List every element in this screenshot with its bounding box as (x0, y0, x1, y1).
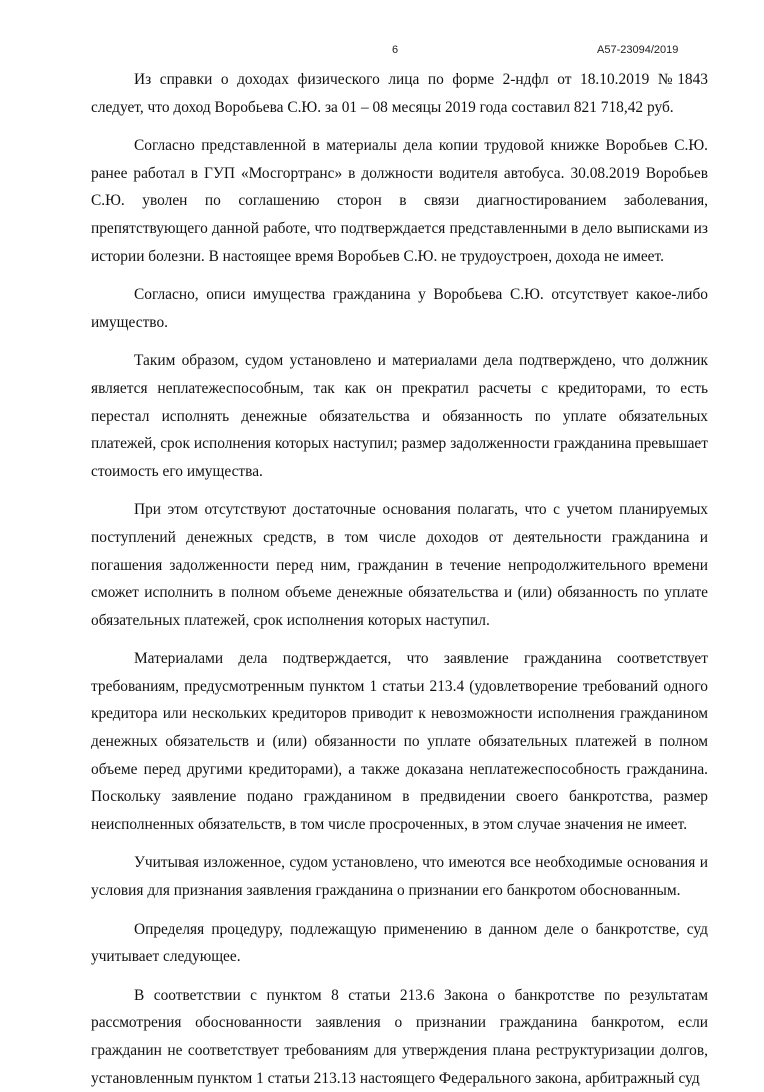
paragraph-income-certificate: Из справки о доходах физического лица по форме 2-ндфл от 18.10.2019 №1843 следует, что доход Воробьева С.Ю. за 01 – 08 месяцы 2019 года составил 821 718,42 руб. (91, 71, 708, 116)
paragraph-conclusion: Учитывая изложенное, судом установлено, что имеются все необходимые основания и условия для признания заявления гражданина о признании его банкротом обоснованным. (91, 854, 708, 900)
paragraph-law-reference: В соответствии с пунктом 8 статьи 213.6 Закона о банкротстве по результатам рассмотрения обоснованности заявления о признании гражданина банкротом, если гражданин не соответствует требованиям для утверждения плана реструктуризации долгов, установленным пунктом 1 статьи 213.13 настоящего Федерального закона, арбитражный суд (91, 986, 708, 1087)
page-number: 6 (392, 44, 399, 56)
document-body (91, 66, 708, 1092)
paragraph-employment-history: Согласно представленной в материалы дела копии трудовой книжке Воробьев С.Ю. ранее работал в ГУП «Мосгортранс» в должности водителя автобуса. 30.08.2019 Воробьев С.Ю. уволен по соглашению сторон в связи диагностированием заболевания, препятствующего данной работе, что подтверждается представленными в дело выписками из истории болезни. В настоящее время Воробьев С.Ю. не трудоустроен, дохода не имеет. (91, 137, 708, 265)
paragraph-application-compliance: Материалами дела подтверждается, что заявление гражданина соответствует требованиям, предусмотренным пунктом 1 статьи 213.4 (удовлетворение требований одного кредитора или нескольких кредиторов приводит к невозможности исполнения гражданином денежных обязательств и (или) обязанности по уплате обязательных платежей в полном объеме перед другими кредиторами), а также доказана неплатежеспособность гражданина. Поскольку заявление подано гражданином в предвидении своего банкротства, размер неисполненных обязательств, в том числе просроченных, в этом случае значения не имеет. (91, 650, 708, 833)
paragraph-property-inventory: Согласно, описи имущества гражданина у Воробьева С.Ю. отсутствует какое-либо имущество. (91, 286, 708, 331)
paragraph-procedure: Определяя процедуру, подлежащую применению в данном деле о банкротстве, суд учитывает следующее. (91, 920, 708, 966)
paragraph-insolvency-established: Таким образом, судом установлено и материалами дела подтверждено, что должник является неплатежеспособным, так как он прекратил расчеты с кредиторами, то есть перестал исполнять денежные обязательства и обязанность по уплате обязательных платежей, срок исполнения которых наступил; размер задолженности гражданина превышает стоимость его имущества. (91, 352, 708, 480)
paragraph-no-grounds: При этом отсутствуют достаточные основания полагать, что с учетом планируемых поступлений денежных средств, в том числе доходов от деятельности гражданина и погашения задолженности перед ним, гражданин в течение непродолжительного времени сможет исполнить в полном объеме денежные обязательства и (или) обязанность по уплате обязательных платежей, срок исполнения которых наступил. (91, 501, 708, 629)
case-number: А57-23094/2019 (597, 44, 679, 56)
